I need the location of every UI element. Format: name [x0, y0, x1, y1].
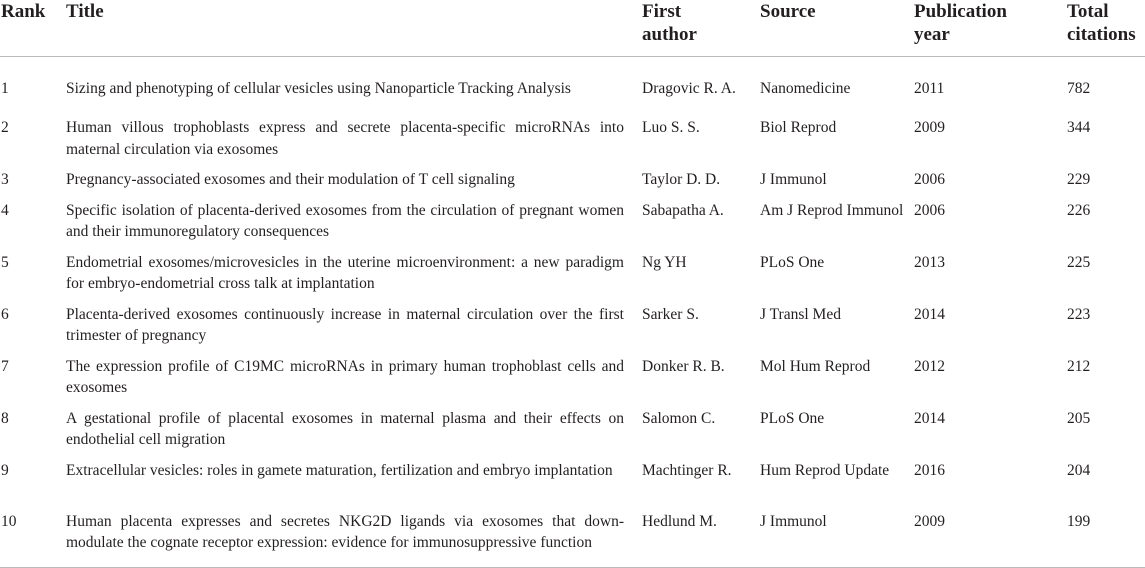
cell-total-citations: 229: [1067, 171, 1091, 188]
table-row: [0, 399, 1145, 451]
cell-rank: 10: [0, 502, 66, 568]
header-row: [0, 0, 1145, 57]
cell-source: Mol Hum Reprod: [760, 357, 871, 375]
cell-publication-year: 2006: [914, 171, 945, 188]
cell-title: Endometrial exosomes/microvesicles in the uterine microenvironment: a new paradigm for embryo-endometrial cross talk at implantation: [66, 253, 624, 292]
cell-total-citations: 199: [1067, 502, 1145, 568]
cell-source: J Immunol: [760, 171, 827, 188]
cell-first-author: Sabapatha A.: [642, 201, 724, 219]
cell-source: Am J Reprod Immunol: [760, 201, 904, 219]
header-first-author: [642, 0, 760, 57]
cell-publication-year: 2006: [914, 201, 945, 219]
table-row: [0, 160, 1145, 191]
table-row: [0, 295, 1145, 347]
table-body: [0, 57, 1145, 568]
cell-total-citations: 223: [1067, 305, 1091, 323]
table-row: [0, 108, 1145, 160]
cell-publication-year: 2011: [914, 80, 945, 97]
cell-first-author: Machtinger R.: [642, 461, 732, 479]
cell-publication-year: 2012: [914, 357, 945, 375]
cell-publication-year: 2014: [914, 305, 945, 323]
cell-publication-year: 2016: [914, 461, 945, 479]
cell-publication-year: 2013: [914, 253, 945, 271]
cell-title: Specific isolation of placenta-derived exosomes from the circulation of pregnant women and their immunoregulatory consequences: [66, 201, 624, 240]
cell-first-author: Salomon C.: [642, 409, 716, 427]
cell-rank: 7: [1, 357, 9, 375]
header-source: Source: [760, 0, 914, 57]
table-row: [0, 191, 1145, 243]
header-total-citations-line1: Total: [1067, 1, 1109, 22]
table-header: [0, 0, 1145, 57]
cell-title: Human placenta expresses and secretes NKG2D ligands via exosomes that down-modulate the cognate receptor expression: evidence for immunosuppressive function: [66, 502, 642, 568]
cell-rank: 1: [1, 80, 9, 97]
cell-source: Nanomedicine: [760, 80, 851, 97]
header-rank: Rank: [0, 0, 66, 57]
cell-title: Human villous trophoblasts express and secrete placenta-specific microRNAs into maternal circulation via exosomes: [66, 119, 624, 158]
table-row: [0, 502, 1145, 568]
header-publication-year-line2: year: [914, 24, 950, 45]
cell-title: A gestational profile of placental exosomes in maternal plasma and their effects on endothelial cell migration: [66, 409, 624, 448]
header-publication-year: [914, 0, 1067, 57]
cell-publication-year: 2014: [914, 409, 945, 427]
cell-rank: 9: [1, 461, 9, 479]
cell-rank: 3: [1, 171, 9, 188]
cell-source: PLoS One: [760, 253, 825, 271]
cell-source: J Transl Med: [760, 305, 841, 323]
cell-title: Pregnancy-associated exosomes and their modulation of T cell signaling: [66, 171, 515, 188]
cell-title: The expression profile of C19MC microRNAs in primary human trophoblast cells and exosomes: [66, 357, 624, 396]
cell-publication-year: 2009: [914, 502, 1067, 568]
table-row: [0, 57, 1145, 109]
cell-source: J Immunol: [760, 502, 914, 568]
cell-title: Placenta-derived exosomes continuously increase in maternal circulation over the first trimester of pregnancy: [66, 305, 624, 344]
cell-first-author: Sarker S.: [642, 305, 699, 323]
cell-rank: 2: [1, 119, 9, 136]
cell-rank: 6: [1, 305, 9, 323]
cell-rank: 4: [1, 201, 9, 219]
table-row: [0, 347, 1145, 399]
cell-title: Extracellular vesicles: roles in gamete maturation, fertilization and embryo implantation: [66, 461, 613, 479]
cell-first-author: Taylor D. D.: [642, 171, 721, 188]
cell-first-author: Ng YH: [642, 253, 687, 271]
cell-rank: 5: [1, 253, 9, 271]
header-first-author-line2: author: [642, 24, 697, 45]
table-row: [0, 451, 1145, 502]
cell-first-author: Luo S. S.: [642, 119, 700, 136]
table-row: [0, 243, 1145, 295]
cell-total-citations: 204: [1067, 461, 1091, 479]
header-publication-year-line1: Publication: [914, 1, 1007, 22]
cell-first-author: Dragovic R. A.: [642, 80, 736, 97]
cell-source: PLoS One: [760, 409, 825, 427]
cell-publication-year: 2009: [914, 119, 945, 136]
cell-title: Sizing and phenotyping of cellular vesicles using Nanoparticle Tracking Analysis: [66, 80, 571, 97]
cell-source: Biol Reprod: [760, 119, 837, 136]
cell-total-citations: 205: [1067, 409, 1091, 427]
cell-source: Hum Reprod Update: [760, 461, 890, 479]
header-total-citations: [1067, 0, 1145, 57]
header-first-author-line1: First: [642, 1, 682, 22]
cell-total-citations: 344: [1067, 119, 1091, 136]
cell-first-author: Donker R. B.: [642, 357, 725, 375]
header-total-citations-line2: citations: [1067, 24, 1136, 45]
header-title: Title: [66, 0, 642, 57]
cell-total-citations: 212: [1067, 357, 1091, 375]
cell-total-citations: 782: [1067, 80, 1091, 97]
cell-total-citations: 225: [1067, 253, 1091, 271]
cell-total-citations: 226: [1067, 201, 1091, 219]
cell-first-author: Hedlund M.: [642, 502, 760, 568]
cell-rank: 8: [1, 409, 9, 427]
